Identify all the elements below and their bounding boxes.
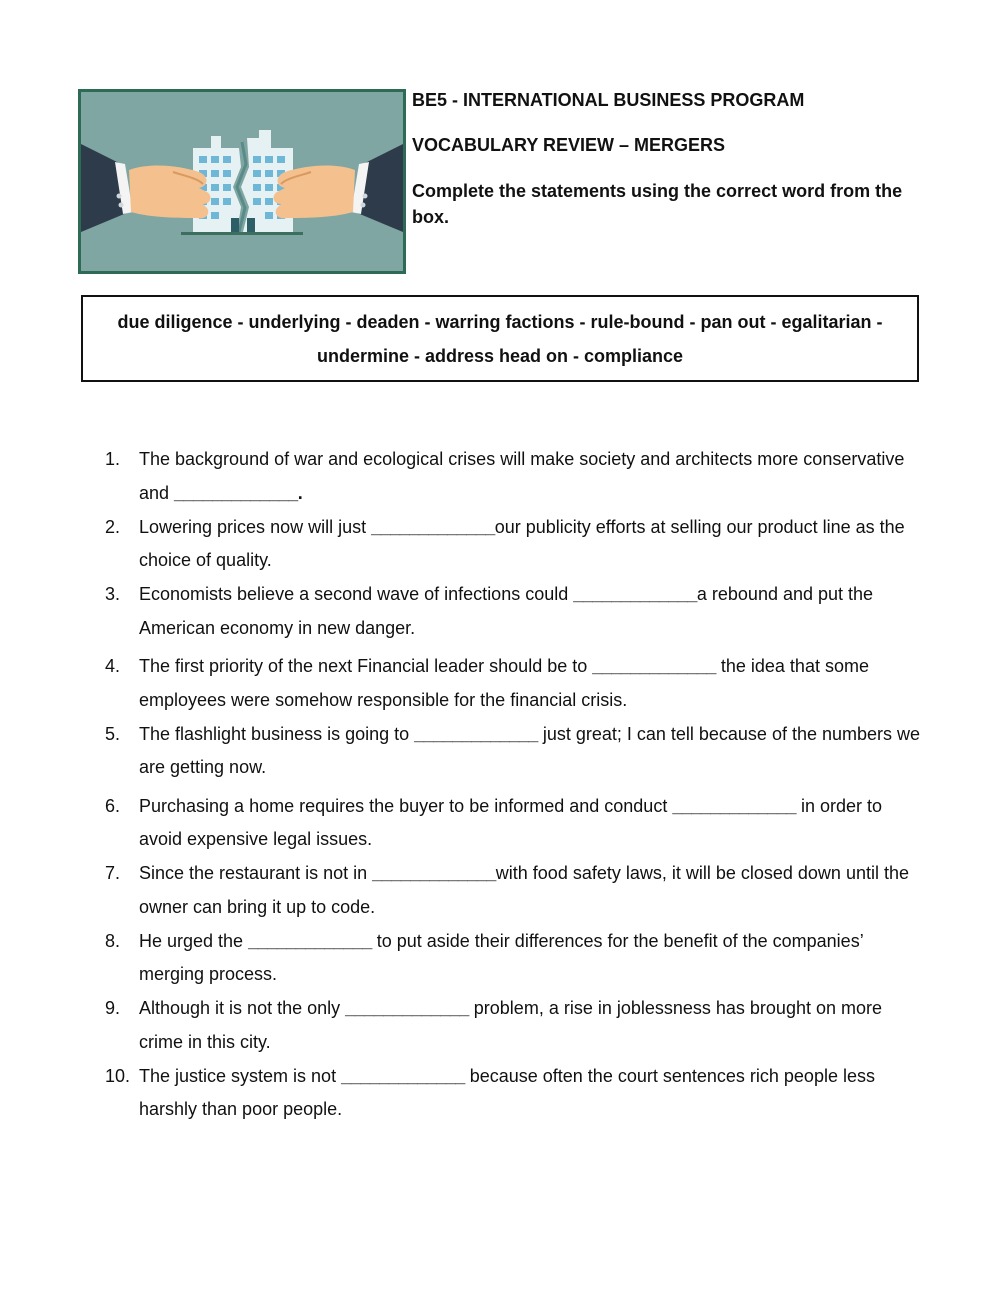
question-number: 9. — [105, 998, 121, 1018]
question-text-after: to put aside their differences for the benefit of the companies’ merging process. — [139, 930, 864, 984]
merger-illustration — [78, 89, 406, 274]
question-number: 10. — [105, 1065, 131, 1086]
question-text-after: because often the court sentences rich people less harshly than poor people. — [139, 1065, 875, 1119]
question-text — [139, 650, 925, 717]
question-text-before: The background of war and ecological crises will make society and architects more conservative and — [139, 449, 905, 503]
question-item — [105, 857, 925, 924]
question-text-before: Purchasing a home requires the buyer to be informed and conduct — [139, 795, 673, 816]
question-text — [139, 857, 925, 924]
question-text-before: Economists believe a second wave of infections could — [139, 584, 574, 604]
question-item — [105, 443, 925, 510]
question-number: 1. — [105, 449, 121, 469]
question-text-after: problem, a rise in joblessness has brought on more crime in this city. — [139, 998, 882, 1052]
question-text — [139, 443, 925, 510]
question-text-after: . — [297, 482, 303, 503]
answer-blank[interactable]: _____________ — [573, 584, 697, 604]
question-text-before: Since the restaurant is not in — [139, 863, 373, 883]
question-text-before: Lowering prices now will just — [139, 516, 372, 537]
question-text — [139, 511, 925, 578]
program-title: BE5 - INTERNATIONAL BUSINESS PROGRAM — [412, 90, 805, 110]
answer-blank[interactable]: _____________ — [371, 516, 495, 537]
question-item — [105, 578, 925, 645]
question-text — [139, 718, 925, 785]
question-number: 6. — [105, 795, 121, 816]
worksheet-title: VOCABULARY REVIEW – MERGERS — [412, 135, 726, 155]
question-text-before: He urged the — [139, 930, 249, 951]
question-text-after: just great; I can tell because of the numbers we are getting now. — [139, 723, 921, 777]
question-text-before: The justice system is not — [139, 1065, 342, 1086]
question-number: 2. — [105, 516, 121, 537]
question-list — [105, 443, 925, 1127]
question-number: 3. — [105, 584, 121, 604]
question-text-before: The flashlight business is going to — [139, 723, 415, 744]
answer-blank[interactable]: _____________ — [592, 656, 716, 676]
answer-blank[interactable]: _____________ — [174, 482, 298, 503]
answer-blank[interactable]: _____________ — [672, 795, 796, 816]
question-text — [139, 578, 925, 645]
question-item — [105, 511, 925, 578]
question-item — [105, 718, 925, 785]
word-bank-text: due diligence - underlying - deaden - warring factions - rule-bound - pan out - egalitarian - undermine - address head on - compliance — [117, 311, 883, 366]
answer-blank[interactable]: _____________ — [414, 723, 538, 744]
answer-blank[interactable]: _____________ — [345, 998, 469, 1018]
question-text-after: our publicity efforts at selling our product line as the choice of quality. — [139, 516, 905, 570]
question-number: 8. — [105, 930, 121, 951]
question-item — [105, 790, 925, 857]
question-text — [139, 925, 925, 992]
question-text-before: Although it is not the only — [139, 998, 346, 1018]
question-item — [105, 992, 925, 1059]
question-item — [105, 1060, 925, 1127]
question-text-after: with food safety laws, it will be closed down until the owner can bring it up to code. — [139, 863, 909, 917]
question-item — [105, 650, 925, 717]
answer-blank[interactable]: _____________ — [372, 863, 496, 883]
instructions: Complete the statements using the correct word from the box. — [412, 181, 903, 227]
answer-blank[interactable]: _____________ — [248, 930, 372, 951]
question-text — [139, 790, 925, 857]
question-text-before: The first priority of the next Financial leader should be to — [139, 656, 593, 676]
answer-blank[interactable]: _____________ — [341, 1065, 465, 1086]
question-number: 5. — [105, 723, 121, 744]
building-split-by-hands-icon — [81, 92, 403, 271]
question-text — [139, 1060, 925, 1127]
question-text — [139, 992, 925, 1059]
question-number: 7. — [105, 863, 121, 883]
question-item — [105, 925, 925, 992]
question-text-after: a rebound and put the American economy in new danger. — [139, 584, 874, 638]
word-bank-box — [81, 295, 919, 382]
question-text-after: the idea that some employees were somehow responsible for the financial crisis. — [139, 656, 869, 710]
question-number: 4. — [105, 656, 121, 676]
question-text-after: in order to avoid expensive legal issues. — [139, 795, 883, 849]
